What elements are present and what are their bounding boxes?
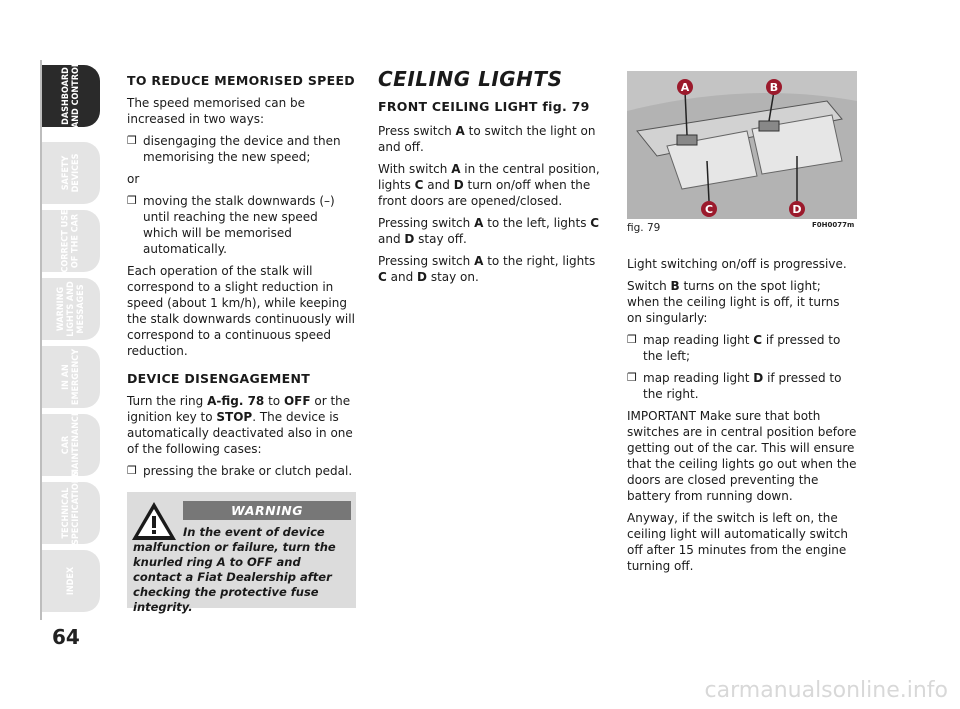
list-item: [127, 193, 356, 257]
tab-dashboard-and-controls[interactable]: [42, 56, 100, 128]
tab-label: SPECIFICATIONS: [71, 470, 81, 545]
checkbox-bullet-icon: ❒: [627, 333, 637, 346]
text-run: C: [378, 270, 387, 284]
tab-label: DEVICES: [71, 153, 81, 193]
list-item-text: moving the stalk downwards (–) until reaching the new speed which will be memorised automatically.: [143, 194, 335, 256]
list-item: [627, 370, 857, 402]
page-title: CEILING LIGHTS: [378, 67, 563, 91]
list-item: [627, 332, 857, 364]
text-run: Press switch: [378, 124, 456, 138]
text-run: B: [670, 279, 680, 293]
tab-correct-use[interactable]: [42, 210, 100, 272]
text-run: D: [453, 178, 464, 192]
tab-label: CORRECT USE: [61, 209, 71, 273]
list-item-text: pressing the brake or clutch pedal.: [143, 464, 353, 478]
list-item: [127, 463, 356, 479]
text-run: turns on the spot light; when the ceiling light is off, it turns on singularly:: [627, 279, 840, 325]
text-run: Switch: [627, 279, 671, 293]
list-item-text: [643, 370, 857, 402]
paragraph: Anyway, if the switch is left on, the ceiling light will automatically switch off after 15 minutes from the engine turning off.: [627, 511, 848, 573]
ceiling-light-figure: [627, 71, 857, 219]
figure-caption: fig. 79: [627, 222, 661, 234]
tab-index[interactable]: [42, 550, 100, 612]
text-run: stay off.: [414, 232, 467, 246]
warning-text: In the event of device malfunction or failure, turn the knurled ring A to OFF and contact a Fiat Dealership after checking the protective fuse integrity.: [133, 525, 336, 614]
tab-safety-devices[interactable]: [42, 142, 100, 204]
paragraph: IMPORTANT Make sure that both switches are in central position before getting out of the car. This will ensure that the ceiling lights go out when the doors are closed preventing the battery from running down.: [627, 409, 857, 503]
text-run: A: [451, 162, 461, 176]
paragraph: [127, 393, 356, 457]
list-item-text: [643, 332, 857, 364]
text-run: to switch the light on and off.: [378, 124, 596, 154]
paragraph: or: [127, 172, 140, 186]
section-heading: FRONT CEILING LIGHT fig. 79: [378, 99, 590, 114]
text-run: With switch: [378, 162, 452, 176]
tab-label: CAR: [61, 435, 71, 455]
paragraph: [378, 215, 606, 247]
tab-label: WARNING: [56, 286, 66, 332]
figure-label-text: C: [704, 203, 714, 216]
figure-code: F0H0077m: [812, 221, 855, 229]
tab-label: SAFETY: [61, 155, 71, 191]
checkbox-bullet-icon: ❒: [627, 371, 637, 384]
tab-label: INDEX: [66, 566, 76, 596]
ceiling-light-illustration: [627, 71, 857, 219]
tab-warning-lights[interactable]: [42, 278, 100, 340]
paragraph: Each operation of the stalk will correspond to a slight reduction in speed (about 1 km/h), while keeping the stalk downwards continuously will correspond to a continuous speed reduction.: [127, 264, 355, 358]
tab-label: TECHNICAL: [61, 487, 71, 539]
text-run: C: [414, 178, 424, 192]
text-run: and: [423, 178, 454, 192]
text-run: Pressing switch: [378, 254, 475, 268]
watermark: carmanualsonline.info: [704, 678, 948, 703]
list-item-text: disengaging the device and then memorising the new speed;: [143, 134, 341, 164]
text-run: and: [386, 270, 418, 284]
figure-label-text: B: [769, 81, 779, 94]
text-run: Turn the ring: [127, 394, 208, 408]
text-run: in the central position, lights: [378, 162, 600, 192]
text-run: A: [474, 254, 484, 268]
paragraph: Light switching on/off is progressive.: [627, 257, 847, 271]
paragraph: The speed memorised can be increased in two ways:: [127, 96, 306, 126]
text-run: map reading light: [643, 371, 754, 385]
checkbox-bullet-icon: ❒: [127, 194, 137, 207]
paragraph: [378, 123, 606, 155]
tab-label: LIGHTS AND: [66, 281, 76, 337]
tab-label: OF THE CAR: [71, 213, 81, 269]
text-run: to: [264, 394, 284, 408]
text-run: if pressed to the right.: [643, 371, 842, 401]
page-number: 64: [52, 625, 80, 649]
checkbox-bullet-icon: ❒: [127, 134, 137, 147]
text-run: STOP: [216, 410, 253, 424]
text-run: to the left, lights: [483, 216, 591, 230]
tab-label: MAINTENANCE: [71, 410, 81, 477]
text-run: A: [455, 124, 465, 138]
text-run: turn on/off when the front doors are opened/closed.: [378, 178, 591, 208]
tab-label: AND CONTROLS: [71, 56, 81, 128]
paragraph: [378, 161, 606, 209]
tab-label: MESSAGES: [76, 284, 86, 334]
list-item: [127, 133, 356, 165]
figure-label-text: D: [792, 203, 802, 216]
text-run: OFF: [283, 394, 311, 408]
middle-column: [378, 67, 606, 291]
section-heading: DEVICE DISENGAGEMENT: [127, 371, 311, 386]
text-run: and: [378, 232, 405, 246]
tab-label: IN AN: [61, 364, 71, 390]
text-run: if pressed to the left;: [643, 333, 841, 363]
checkbox-bullet-icon: ❒: [127, 464, 137, 477]
text-run: D: [417, 270, 427, 284]
tab-car-maintenance[interactable]: [42, 410, 100, 477]
section-heading: TO REDUCE MEMORISED SPEED: [127, 73, 355, 88]
text-run: D: [753, 371, 764, 385]
figure-label-text: A: [680, 81, 690, 94]
text-run: Pressing switch: [378, 216, 475, 230]
text-run: stay on.: [427, 270, 479, 284]
paragraph: [627, 278, 857, 326]
text-run: map reading light: [643, 333, 754, 347]
right-column: [627, 256, 857, 580]
left-column: [127, 73, 356, 485]
tab-technical-specifications[interactable]: [42, 470, 100, 545]
tab-label: EMERGENCY: [71, 348, 81, 406]
text-run: or the ignition key to: [127, 394, 351, 424]
text-run: . The device is automatically deactivated also in one of the following cases:: [127, 410, 353, 456]
text-run: C: [590, 216, 600, 230]
tab-label: DASHBOARD: [61, 67, 71, 125]
tab-in-an-emergency[interactable]: [42, 346, 100, 408]
text-run: C: [753, 333, 763, 347]
text-run: to the right, lights: [483, 254, 596, 268]
figure-reference: A-fig. 78: [207, 394, 265, 408]
paragraph: [378, 253, 606, 285]
text-run: D: [404, 232, 415, 246]
text-run: A: [474, 216, 484, 230]
warning-heading: WARNING: [183, 501, 351, 520]
